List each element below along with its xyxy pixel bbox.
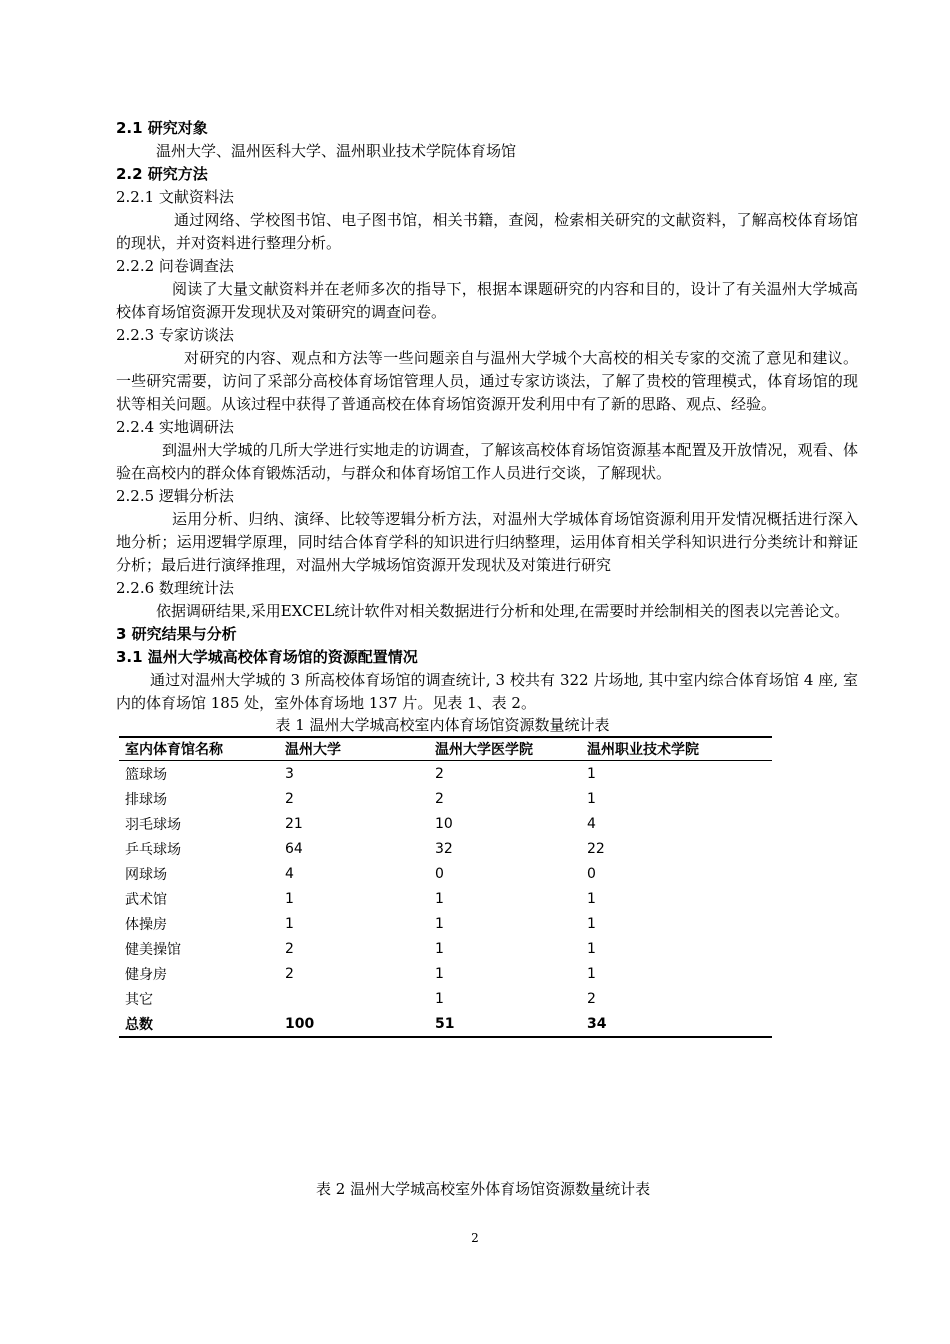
table-cell: 健身房 [125,966,167,983]
section-text-3-1: 通过对温州大学城的 3 所高校体育场馆的调查统计, 3 校共有 322 片场地, 其中室内综合体育场馆 4 座, 室内的体育场馆 185 处，室外体育场地 137 片。见表 1、表 2。 [116,671,858,712]
section-text-2-2-5: 运用分析、归纳、演绎、比较等逻辑分析方法，对温州大学城体育场馆资源利用开发情况概括进行深入地分析；运用逻辑学原理，同时结合体育学科的知识进行归纳整理，运用体育相关学科知识进行分类统计和辩证分析；最后进行演绎推理，对温州大学城场馆资源开发现状及对策进行研究 [116,510,858,574]
table-row [119,786,772,811]
table-cell: 排球场 [125,791,167,808]
table-cell: 2 [285,790,294,807]
table-total-row [119,1011,772,1037]
table-cell: 武术馆 [125,891,167,908]
section-heading-2-2-4: 2.2.4 实地调研法 [116,418,234,436]
table-row [119,961,772,986]
table-row [119,761,772,787]
table-header-cell: 温州大学医学院 [429,737,581,761]
table-row [119,836,772,861]
table-cell: 21 [285,815,303,832]
table-cell: 32 [435,840,453,857]
table-row [119,811,772,836]
table-cell: 1 [587,790,596,807]
table-cell: 51 [429,1011,581,1037]
table-row [119,911,772,936]
table-cell: 羽毛球场 [125,816,181,833]
table-header-cell: 室内体育馆名称 [119,737,279,761]
section-text-2-2-3: 对研究的内容、观点和方法等一些问题亲自与温州大学城个大高校的相关专家的交流了意见和建议。一些研究需要，访问了采部分高校体育场馆管理人员，通过专家访谈法，了解了贵校的管理模式，体育场馆的现状等相关问题。从该过程中获得了普通高校在体育场馆资源开发利用中有了新的思路、观点、经验。 [116,349,858,413]
table-cell: 总数 [119,1011,279,1037]
table-cell: 1 [587,765,596,782]
table1 [119,736,772,1038]
table-row [119,986,772,1011]
table-cell: 1 [587,890,596,907]
table-row [119,936,772,961]
table-cell: 2 [587,990,596,1007]
page-content [116,117,858,1038]
table-cell: 1 [587,940,596,957]
table-cell: 1 [435,940,444,957]
section-heading-3-1: 3.1 温州大学城高校体育场馆的资源配置情况 [116,648,418,666]
table-cell: 篮球场 [125,766,167,783]
table-cell: 1 [435,990,444,1007]
section-heading-2-2-6: 2.2.6 数理统计法 [116,579,234,597]
table-cell [279,986,429,1011]
section-heading-2-2: 2.2 研究方法 [116,165,208,183]
section-heading-2-2-1: 2.2.1 文献资料法 [116,188,234,206]
table-cell: 2 [435,790,444,807]
table-cell: 1 [285,915,294,932]
table-cell: 34 [581,1011,772,1037]
section-heading-3: 3 研究结果与分析 [116,625,237,643]
section-text-2-2-1: 通过网络、学校图书馆、电子图书馆，相关书籍，查阅，检索相关研究的文献资料，了解高校体育场馆的现状，并对资料进行整理分析。 [116,211,858,252]
table-cell: 网球场 [125,866,167,883]
section-heading-2-1: 2.1 研究对象 [116,119,208,137]
table-row [119,861,772,886]
table-cell: 100 [279,1011,429,1037]
table-header-cell: 温州大学 [279,737,429,761]
table-cell: 64 [285,840,303,857]
table-cell: 2 [285,965,294,982]
section-text-2-2-2: 阅读了大量文献资料并在老师多次的指导下，根据本课题研究的内容和目的，设计了有关温州大学城高校体育场馆资源开发现状及对策研究的调查问卷。 [116,280,858,321]
table-header-row [119,737,772,761]
table-cell: 22 [587,840,605,857]
table-cell: 2 [285,940,294,957]
table-cell: 其它 [125,991,153,1008]
table2-caption: 表 2 温州大学城高校室外体育场馆资源数量统计表 [316,1180,651,1198]
table-cell: 健美操馆 [125,941,181,958]
table-cell: 1 [587,915,596,932]
table-cell: 0 [587,865,596,882]
table-cell: 10 [435,815,453,832]
table-cell: 0 [435,865,444,882]
table-cell: 1 [435,890,444,907]
table-cell: 1 [587,965,596,982]
table-cell: 乒乓球场 [125,841,181,858]
table-header-cell: 温州职业技术学院 [581,737,772,761]
section-text-2-2-6: 依据调研结果,采用EXCEL统计软件对相关数据进行分析和处理,在需要时并绘制相关的图表以完善论文。 [156,602,850,620]
section-text-2-1: 温州大学、温州医科大学、温州职业技术学院体育场馆 [156,142,517,160]
table1-caption: 表 1 温州大学城高校室内体育场馆资源数量统计表 [275,716,610,734]
section-heading-2-2-2: 2.2.2 问卷调查法 [116,257,234,275]
table-cell: 4 [285,865,294,882]
table-cell: 体操房 [125,916,167,933]
table-row [119,886,772,911]
table-cell: 3 [285,765,294,782]
page-number: 2 [471,1231,479,1245]
table-cell: 1 [435,965,444,982]
table-cell: 1 [435,915,444,932]
section-heading-2-2-5: 2.2.5 逻辑分析法 [116,487,234,505]
table-cell: 4 [587,815,596,832]
section-text-2-2-4: 到温州大学城的几所大学进行实地走的访调查，了解该高校体育场馆资源基本配置及开放情况，观看、体验在高校内的群众体育锻炼活动，与群众和体育场馆工作人员进行交谈，了解现状。 [116,441,858,482]
section-heading-2-2-3: 2.2.3 专家访谈法 [116,326,234,344]
table-cell: 1 [285,890,294,907]
table-cell: 2 [435,765,444,782]
